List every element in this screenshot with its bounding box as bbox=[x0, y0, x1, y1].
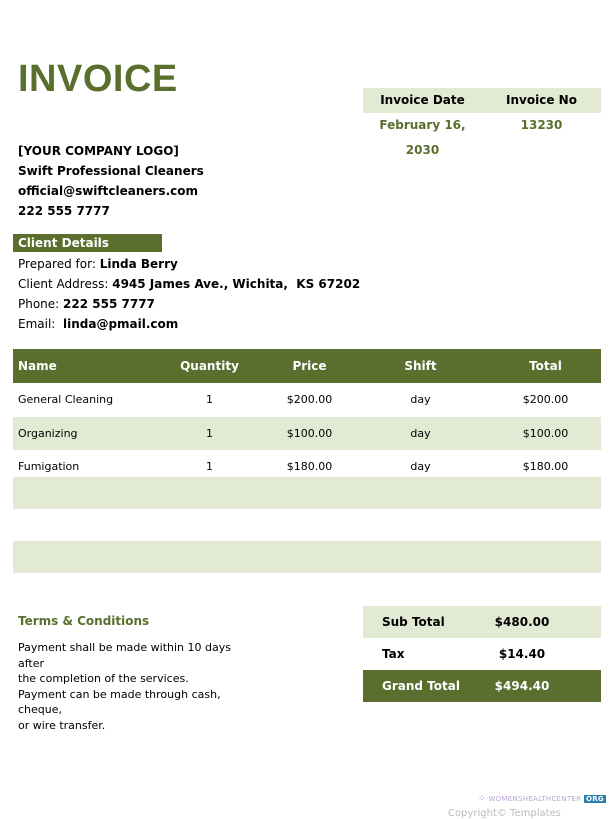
item-name: Organizing bbox=[13, 417, 151, 451]
item-quantity: 1 bbox=[206, 460, 213, 474]
invoice-date-value: February 16, 2030 bbox=[379, 118, 466, 157]
prepared-for-value: Linda Berry bbox=[99, 257, 178, 271]
subtotal-row bbox=[363, 606, 601, 638]
client-phone-label: Phone: bbox=[18, 297, 60, 311]
watermark-badge: ORG bbox=[585, 795, 604, 803]
watermark-logo-icon: ⁘ bbox=[478, 794, 486, 804]
table-row bbox=[13, 383, 601, 417]
company-logo-placeholder: [YOUR COMPANY LOGO] bbox=[18, 144, 179, 158]
item-price: $200.00 bbox=[286, 393, 333, 407]
grand-total-row bbox=[363, 670, 601, 702]
invoice-date-label: Invoice Date bbox=[380, 93, 465, 107]
tax-row bbox=[363, 638, 601, 670]
subtotal-value: $480.00 bbox=[494, 615, 550, 629]
invoice-title: INVOICE bbox=[18, 58, 178, 100]
item-quantity: 1 bbox=[206, 393, 213, 407]
col-header-name: Name bbox=[13, 349, 151, 383]
item-name: Fumigation bbox=[18, 460, 80, 474]
company-block bbox=[18, 141, 204, 221]
totals-table bbox=[363, 606, 601, 702]
terms-line: Payment shall be made within 10 days after bbox=[18, 641, 231, 670]
tax-label: Tax bbox=[382, 647, 405, 661]
subtotal-label: Sub Total bbox=[382, 615, 445, 629]
empty-row-shaded bbox=[13, 477, 601, 509]
client-email-label: Email: bbox=[18, 317, 56, 331]
item-price: $100.00 bbox=[268, 417, 351, 451]
terms-heading: Terms & Conditions bbox=[18, 614, 150, 628]
item-total: $200.00 bbox=[522, 393, 569, 407]
client-address-value: 4945 James Ave., Wichita, KS 67202 bbox=[112, 277, 361, 291]
tax-value: $14.40 bbox=[498, 647, 546, 661]
grand-total-value: $494.40 bbox=[494, 679, 550, 693]
empty-row-shaded bbox=[13, 541, 601, 573]
prepared-for-label: Prepared for: bbox=[18, 257, 96, 271]
item-name: General Cleaning bbox=[18, 393, 114, 407]
invoice-meta-values bbox=[363, 113, 601, 157]
col-header-total: Total bbox=[490, 349, 601, 383]
table-row bbox=[13, 417, 601, 451]
grand-total-label: Grand Total bbox=[382, 679, 460, 693]
client-address-line bbox=[18, 274, 360, 294]
terms-line: or wire transfer. bbox=[18, 718, 106, 732]
terms-line: the completion of the services. bbox=[18, 672, 189, 685]
watermark-text: WOMENSHEALTHCENTER bbox=[488, 795, 582, 803]
invoice-meta-header bbox=[363, 88, 601, 113]
invoice-number-label: Invoice No bbox=[506, 93, 577, 107]
item-total: $100.00 bbox=[490, 417, 601, 451]
client-details-heading: Client Details bbox=[13, 234, 162, 252]
col-header-price: Price bbox=[268, 349, 351, 383]
client-block bbox=[18, 254, 360, 334]
client-email-line bbox=[18, 314, 360, 334]
company-name: Swift Professional Cleaners bbox=[18, 164, 204, 178]
client-address-label: Client Address: bbox=[18, 277, 109, 291]
item-quantity: 1 bbox=[151, 417, 268, 451]
company-email: official@swiftcleaners.com bbox=[18, 184, 198, 198]
item-shift: day bbox=[410, 460, 431, 474]
items-header-row bbox=[13, 349, 601, 383]
client-phone-value: 222 555 7777 bbox=[63, 297, 155, 311]
watermark bbox=[478, 794, 606, 804]
company-phone: 222 555 7777 bbox=[18, 204, 110, 218]
invoice-number-value: 13230 bbox=[520, 118, 563, 132]
item-total: $180.00 bbox=[522, 460, 569, 474]
client-phone-line bbox=[18, 294, 360, 314]
terms-line: Payment can be made through cash, cheque, bbox=[18, 687, 221, 716]
item-shift: day bbox=[410, 393, 431, 407]
client-email-value: linda@pmail.com bbox=[62, 317, 179, 331]
terms-body bbox=[18, 640, 258, 733]
prepared-for-line bbox=[18, 254, 360, 274]
col-header-shift: Shift bbox=[351, 349, 490, 383]
item-shift: day bbox=[351, 417, 490, 451]
copyright-text: Copyright© Templates bbox=[448, 808, 561, 819]
items-table bbox=[13, 349, 601, 484]
item-price: $180.00 bbox=[286, 460, 333, 474]
col-header-quantity: Quantity bbox=[151, 349, 268, 383]
